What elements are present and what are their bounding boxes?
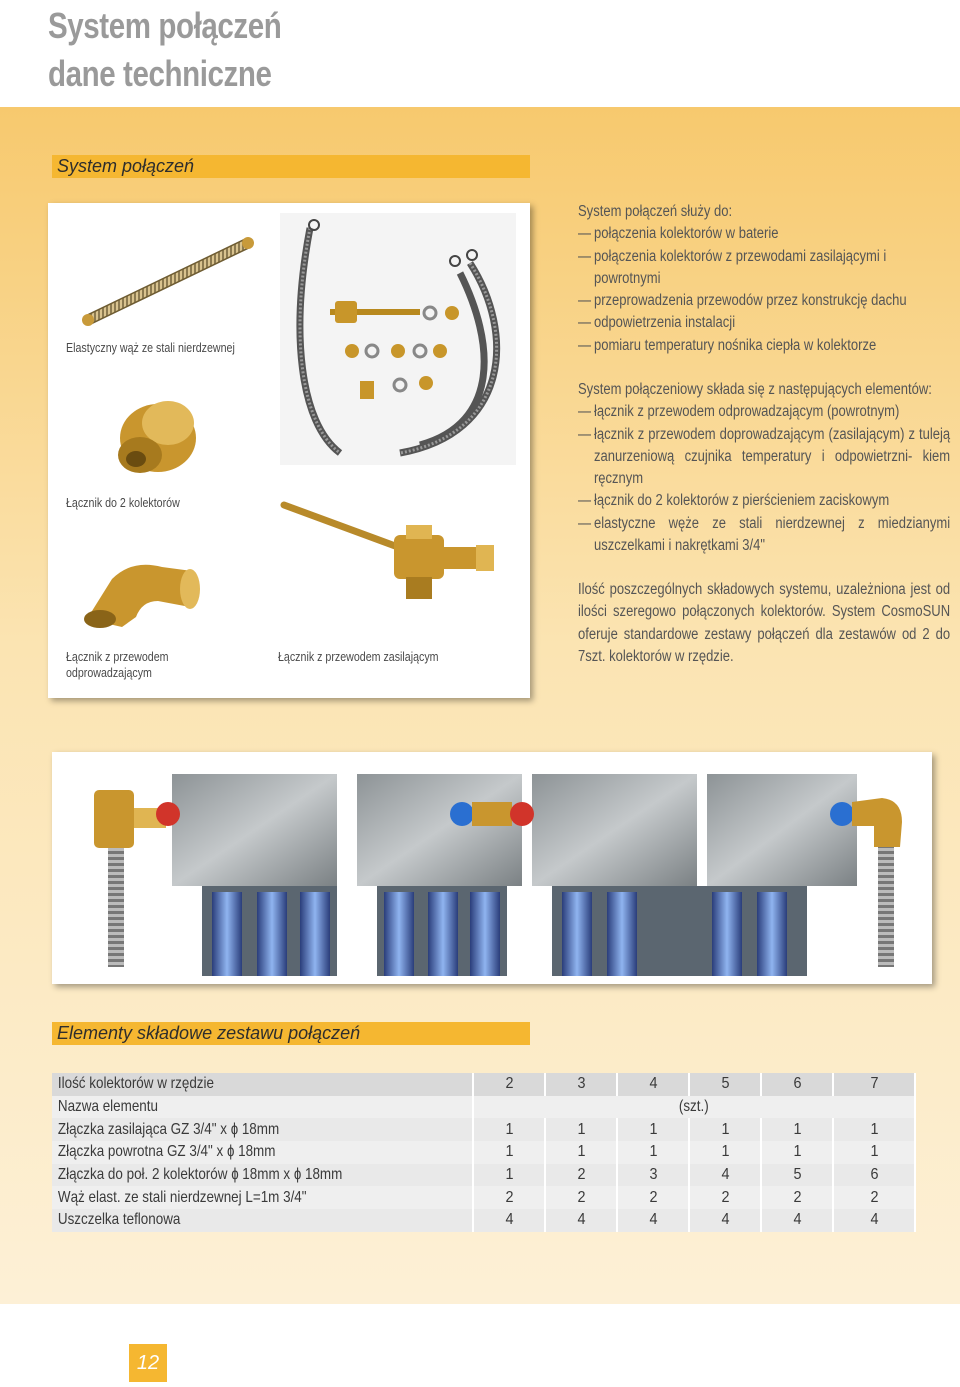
table-unit-row: Nazwa elementu (szt.)	[52, 1096, 916, 1119]
usage-item: — przeprowadzenia przewodów przez konstrukcję dachu	[578, 290, 950, 312]
table-row: Złączka do poł. 2 kolektorów ɸ 18mm x ɸ 18mm 1 2 3 4 5 6	[52, 1164, 916, 1187]
product-photo-card	[48, 203, 530, 698]
section-heading-kit-components: Elementy składowe zestawu połączeń	[52, 1022, 530, 1045]
page-title	[48, 2, 281, 98]
caption-coupler: Łącznik do 2 kolektorów	[66, 495, 180, 510]
connection-kit-image	[280, 213, 516, 465]
usage-intro: System połączeń służy do:	[578, 203, 733, 220]
usage-item: — połączenia kolektorów z przewodami zasilającymi i powrotnymi	[578, 246, 950, 291]
table-header-row: Ilość kolektorów w rzędzie 2 3 4 5 6 7	[52, 1073, 916, 1096]
usage-item: — pomiaru temperatury nośnika ciepła w kolektorze	[578, 335, 950, 357]
page-title-line-2: dane techniczne	[48, 53, 272, 94]
table-row: Wąż elast. ze stali nierdzewnej L=1m 3/4" 2 2 2 2 2 2	[52, 1186, 916, 1209]
element-item: — łącznik z przewodem odprowadzającym (powrotnym)	[578, 401, 950, 423]
usage-text	[578, 201, 950, 357]
supply-connector-image	[276, 495, 512, 610]
components-table	[52, 1073, 916, 1232]
elements-intro: System połączeniowy składa się z następujących elementów:	[578, 381, 932, 398]
outlet-connector-image	[72, 549, 202, 629]
collector-panels-image	[52, 752, 932, 984]
elements-text	[578, 379, 950, 557]
section-heading-connections: System połączeń	[52, 155, 530, 178]
element-item: — łącznik z przewodem doprowadzającym (zasilającym) z tuleją zanurzeniową czujnika temperatury i odpowietrzni- kiem ręcznym	[578, 424, 950, 491]
table-row: Złączka zasilająca GZ 3/4" x ɸ 18mm 1 1 1 1 1 1	[52, 1118, 916, 1141]
note-paragraph: Ilość poszczególnych składowych systemu, uzależniona jest od ilości szeregowo połączonych kolektorów. System CosmoSUN oferuje standardowe zestawy połączeń dla zestawów od 2 do 7szt. kolektorów w rzędzie.	[578, 581, 951, 665]
usage-item: — odpowietrzenia instalacji	[578, 312, 950, 334]
flexible-hose-image	[78, 225, 258, 330]
caption-hose: Elastyczny wąż ze stali nierdzewnej	[66, 340, 235, 355]
element-item: — elastyczne węże ze stali nierdzewnej z miedzianymi uszczelkami i nakrętkami 3/4"	[578, 513, 950, 558]
page-title-line-1: System połączeń	[48, 5, 282, 46]
caption-supply: Łącznik z przewodem zasilającym	[278, 649, 439, 664]
caption-outlet: Łącznik z przewodem odprowadzającym	[66, 649, 169, 680]
note-text	[578, 579, 950, 668]
table-row: Złączka powrotna GZ 3/4" x ɸ 18mm 1 1 1 1 1 1	[52, 1141, 916, 1164]
collector-installation-photo	[52, 752, 932, 984]
page-number: 12	[129, 1344, 167, 1382]
table-row: Uszczelka teflonowa 4 4 4 4 4 4	[52, 1209, 916, 1232]
usage-item: — połączenia kolektorów w baterie	[578, 223, 950, 245]
coupler-image	[108, 393, 208, 483]
element-item: — łącznik do 2 kolektorów z pierścieniem zaciskowym	[578, 490, 950, 512]
